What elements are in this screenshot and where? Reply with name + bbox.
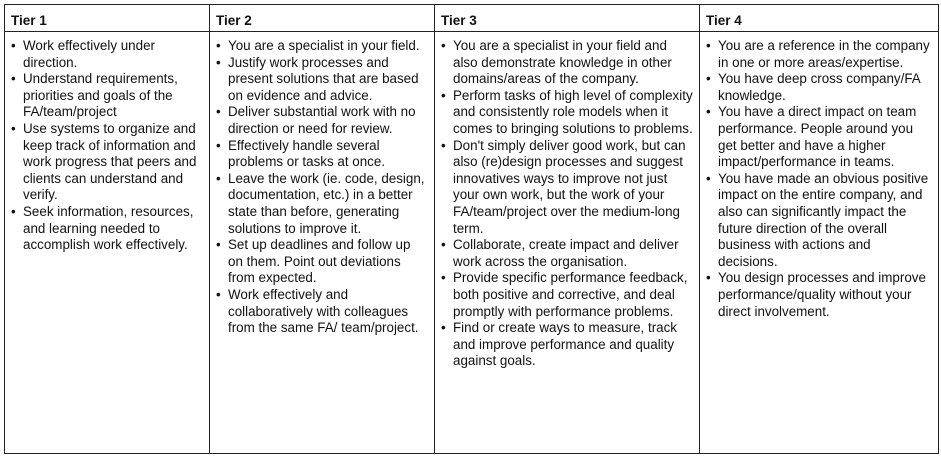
tier-table — [4, 4, 939, 454]
list-item: • Perform tasks of high level of complexity and consistently role models when it comes to bringing solutions to problems. — [441, 88, 693, 138]
list-item: • Justify work processes and present solutions that are based on evidence and advice. — [216, 55, 428, 105]
tier-3-list — [441, 38, 693, 370]
list-item: • You are a specialist in your field. — [216, 38, 428, 55]
tier-2-list — [216, 38, 428, 337]
tier-1-list — [11, 38, 203, 254]
list-item: • Use systems to organize and keep track of information and work progress that peers and clients can understand and verify. — [11, 121, 203, 204]
tier-1-header: Tier 1 — [5, 5, 210, 32]
list-item: • Find or create ways to measure, track and improve performance and quality against goals. — [441, 320, 693, 370]
tier-3-cell — [435, 32, 700, 454]
list-item: • Work effectively and collaboratively with colleagues from the same FA/ team/project. — [216, 287, 428, 337]
list-item: • You have deep cross company/FA knowledge. — [706, 71, 932, 104]
tier-2-cell — [210, 32, 435, 454]
tier-2-header: Tier 2 — [210, 5, 435, 32]
tier-3-header: Tier 3 — [435, 5, 700, 32]
list-item: • Collaborate, create impact and deliver work across the organisation. — [441, 237, 693, 270]
tier-4-cell — [700, 32, 939, 454]
list-item: • You have a direct impact on team performance. People around you get better and have a higher impact/performance in teams. — [706, 104, 932, 170]
tier-4-header: Tier 4 — [700, 5, 939, 32]
list-item: • Deliver substantial work with no direction or need for review. — [216, 104, 428, 137]
list-item: • Work effectively under direction. — [11, 38, 203, 71]
list-item: • Effectively handle several problems or tasks at once. — [216, 138, 428, 171]
list-item: • Understand requirements, priorities and goals of the FA/team/project — [11, 71, 203, 121]
header-row — [5, 5, 939, 32]
content-row — [5, 32, 939, 454]
list-item: • Set up deadlines and follow up on them. Point out deviations from expected. — [216, 237, 428, 287]
tier-1-cell — [5, 32, 210, 454]
tier-4-list — [706, 38, 932, 320]
list-item: • Leave the work (ie. code, design, documentation, etc.) in a better state than before, generating solutions to improve it. — [216, 171, 428, 237]
list-item: • You are a specialist in your field and also demonstrate knowledge in other domains/areas of the company. — [441, 38, 693, 88]
list-item: • Seek information, resources, and learning needed to accomplish work effectively. — [11, 204, 203, 254]
list-item: • You are a reference in the company in one or more areas/expertise. — [706, 38, 932, 71]
list-item: • Provide specific performance feedback, both positive and corrective, and deal promptly with performance problems. — [441, 270, 693, 320]
list-item: • You design processes and improve performance/quality without your direct involvement. — [706, 270, 932, 320]
list-item: • You have made an obvious positive impact on the entire company, and also can significantly impact the future direction of the overall business with actions and decisions. — [706, 171, 932, 271]
list-item: • Don't simply deliver good work, but can also (re)design processes and suggest innovatives ways to improve not just your own work, but the work of your FA/team/project over the medium-long term. — [441, 138, 693, 238]
